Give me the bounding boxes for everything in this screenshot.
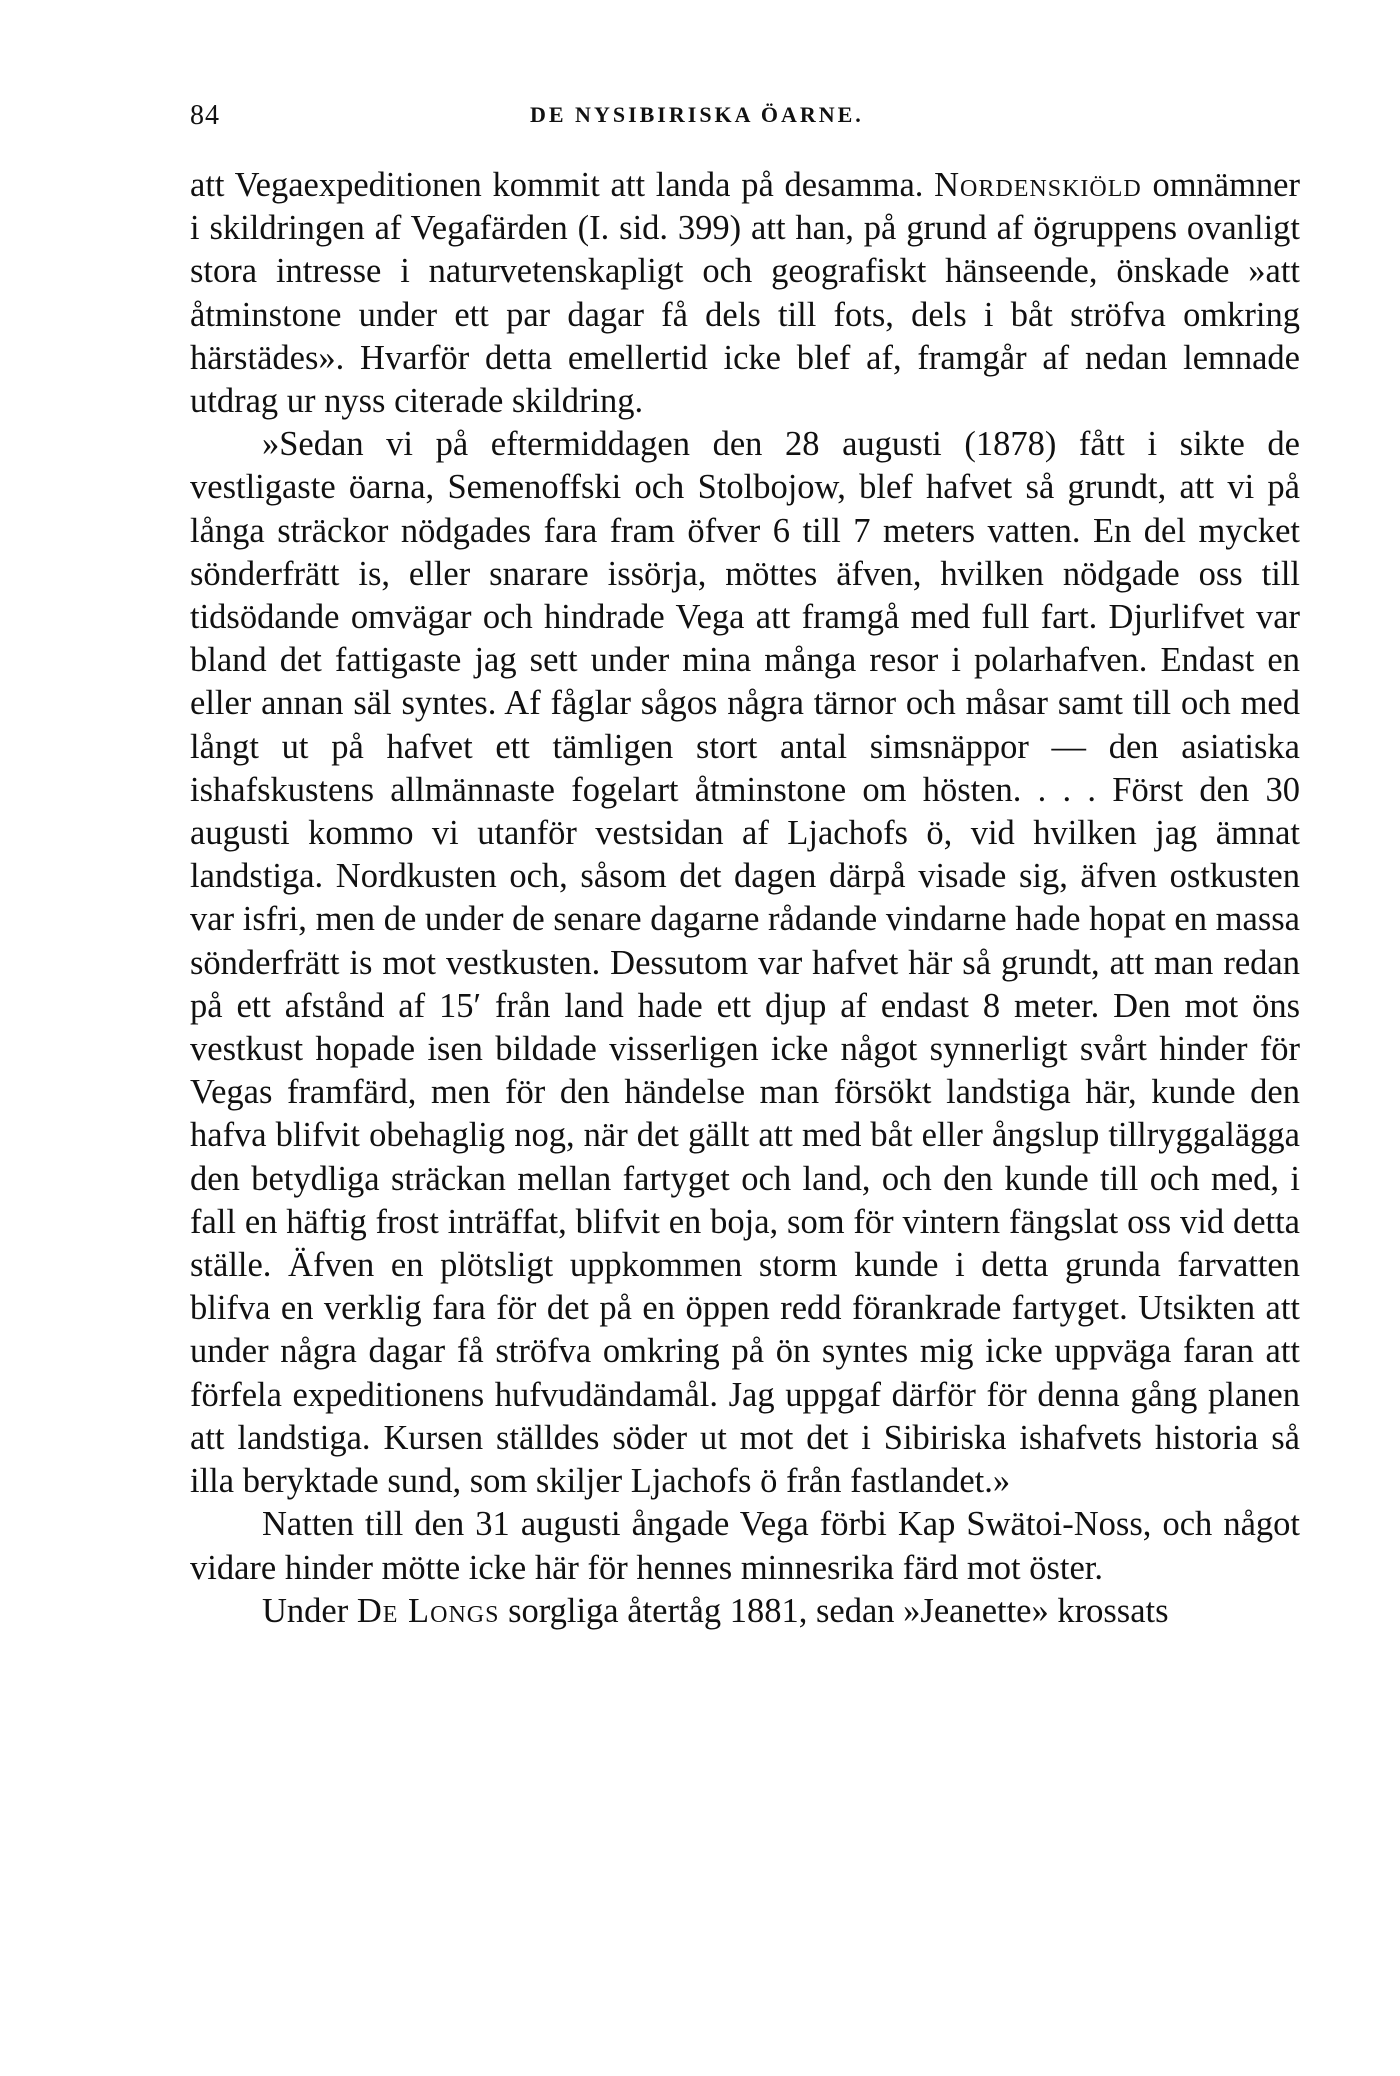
paragraph-4 [190,1590,1300,1633]
paragraph-4-part-b: sorgliga återtåg 1881, sedan »Jeanette» krossats [499,1591,1169,1630]
paragraph-3: Natten till den 31 augusti ångade Vega förbi Kap Swätoi-Noss, och något vidare hinder mötte icke här för hennes minnesrika färd mot öster. [190,1505,1300,1587]
paragraph-1 [190,164,1300,423]
paragraph-1-part-a: att Vegaexpeditionen kommit att landa på desamma. [190,166,935,204]
paragraph-2-quote: »Sedan vi på eftermiddagen den 28 augusti (1878) fått i sikte de vestligaste öarna, Semenoffski och Stolbojow, blef hafvet så grundt, att vi på långa sträckor nödgades fara fram öfver 6 till 7 meters vatten. En del mycket sönderfrätt is, eller snarare issörja, möttes äfven, hvilken nödgade oss till tidsödande omvägar och hindrade Vega att framgå med full fart. Djurlifvet var bland det fattigaste jag sett under mina många resor i polarhafven. Endast en eller annan säl syntes. Af fåglar sågos några tärnor och måsar samt till och med långt ut på hafvet ett tämligen stort antal simsnäppor — den asiatiska ishafskustens allmännaste fogelart åtminstone om hösten. . . . Först den 30 augusti kommo vi utanför vestsidan af Ljachofs ö, vid hvilken jag ämnat landstiga. Nordkusten och, såsom det dagen därpå visade sig, äfven ostkusten var isfri, men de under de senare dagarne rådande vindarne hade hopat en massa sönderfrätt is mot vestkusten. Dessutom var hafvet här så grundt, att man redan på ett afstånd af 15′ från land hade ett djup af endast 8 meter. Den mot öns vestkust hopade isen bildade visserligen icke något synnerligt svårt hinder för Vegas framfärd, men för den händelse man försökt landstiga här, kunde den hafva blifvit obehaglig nog, när det gällt att med båt eller ångslup tillryggalägga den betydliga sträckan mellan fartyget och land, och den kunde till och med, i fall en häftig frost inträffat, blifvit en boja, som för vintern fängslat oss vid detta ställe. Äfven en plötsligt uppkommen storm kunde i detta grunda farvatten blifva en verklig fara för det på en öppen redd förankrade fartyget. Utsikten att under några dagar få ströfva omkring på ön syntes mig icke uppväga faran att förfela expeditionens hufvudändamål. Jag uppgaf därför för denna gång planen att landstiga. Kursen ställdes söder ut mot det i Sibiriska ishafvets historia så illa beryktade sund, som skiljer Ljachofs ö från fastlandet.» [190,425,1300,1501]
running-head [190,100,1300,140]
author-name-de-long: De Longs [356,1591,500,1630]
author-name-nordenskiold: Nordenskiöld [934,166,1142,204]
page-number: 84 [190,100,220,131]
paragraph-1-part-b: omnämner i skildringen af Vegafärden (I. sid. 399) att han, på grund af ögruppens ovanligt stora intresse i naturvetenskapligt och geografiskt hänseende, önskade »att åtminstone under ett par dagar få dels till fots, dels i båt ströfva omkring härstädes». Hvarför detta emellertid icke blef af, framgår af nedan lemnade utdrag ur nyss citerade skildring. [190,166,1300,421]
paragraph-4-part-a: Under [262,1591,357,1630]
running-title: DE NYSIBIRISKA ÖARNE. [530,102,864,127]
body-text [190,164,1300,1633]
